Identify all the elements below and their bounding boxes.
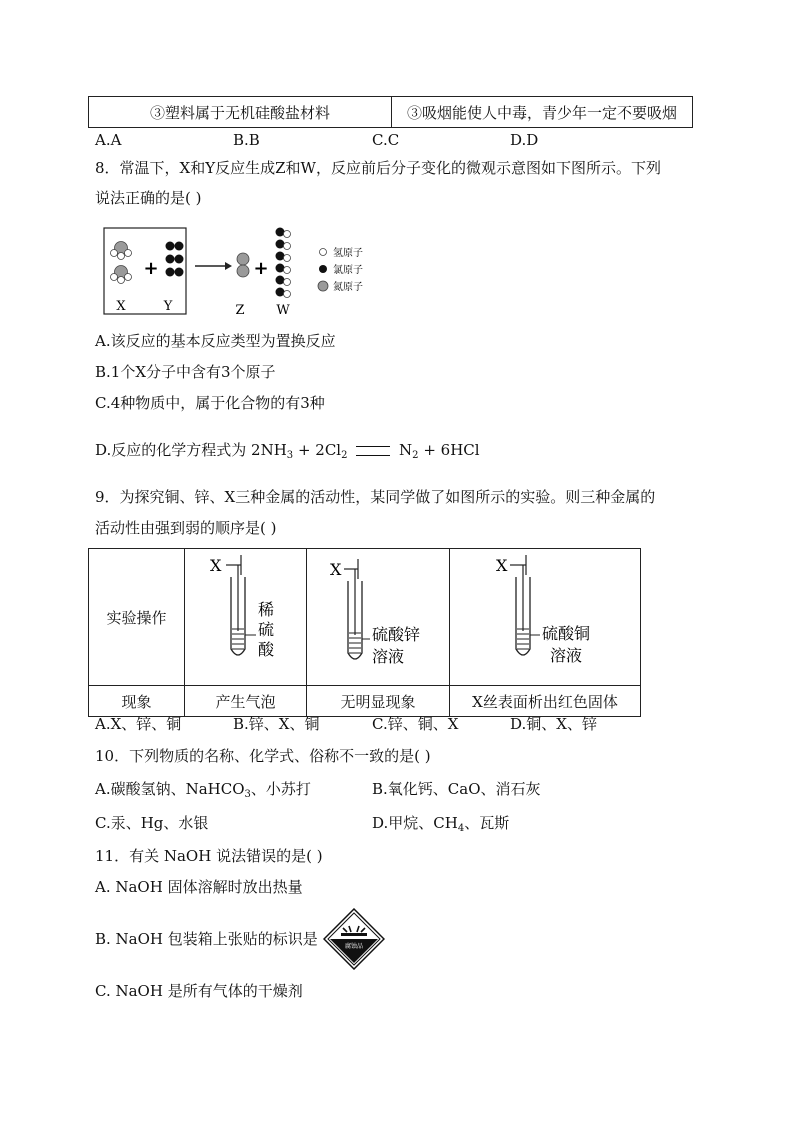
test-tube-icon (450, 549, 640, 681)
svg-text:+: + (253, 258, 269, 279)
eq-n: N (399, 441, 413, 459)
q10-c-name: C.汞、 (95, 814, 141, 832)
q10-option-c[interactable] (95, 813, 208, 833)
q10-d-name: D.甲烷、 (372, 814, 434, 832)
equals-sign (356, 446, 390, 456)
q10-option-b[interactable] (372, 779, 541, 799)
q10-b-name: B.氧化钙、 (372, 780, 448, 798)
wire-label-3: X (496, 556, 508, 575)
eq-nh: 2NH (251, 441, 287, 459)
q7-option-b[interactable]: B.B (233, 131, 260, 149)
q11-stem: 11．有关 NaOH 说法错误的是( ) (95, 847, 323, 865)
q8-option-a[interactable]: A.该反应的基本反应类型为置换反应 (95, 332, 336, 350)
wire-label-1: X (209, 556, 221, 575)
q8-stem-line2: 说法正确的是( ) (95, 189, 202, 207)
q9-experiment-table (88, 548, 641, 717)
q11-option-a[interactable]: A. NaOH 固体溶解时放出热量 (95, 878, 303, 896)
q9-header-operation: 实验操作 (89, 549, 185, 686)
sol3-line2: 溶液 (550, 646, 583, 665)
w-molecules (276, 228, 291, 298)
q7-cell-left: ③塑料属于无机硅酸盐材料 (89, 97, 392, 128)
q10-a-formula: NaHCO (185, 780, 245, 798)
legend-nitrogen: 氮原子 (333, 282, 363, 293)
corrosive-hazard-sign-icon (323, 908, 385, 970)
q8-stem-line1: 8．常温下，X和Y反应生成Z和W，反应前后分子变化的微观示意图如下图所示。下列 (95, 159, 661, 177)
label-z: Z (235, 303, 245, 318)
svg-text:+: + (143, 258, 159, 279)
q9-option-c[interactable]: C.锌、铜、X (372, 715, 459, 733)
legend (318, 246, 363, 293)
eq-sub-2a: 2 (341, 450, 348, 461)
q9-phenomenon-2: 无明显现象 (307, 686, 450, 717)
test-tube-icon (186, 549, 306, 681)
q10-d-sub: 4 (457, 823, 465, 834)
q10-c-formula: Hg (140, 814, 164, 832)
q9-exp-cell-2 (307, 549, 450, 686)
q8-equation (251, 440, 480, 466)
q10-option-a[interactable] (95, 779, 311, 805)
q7-table (88, 96, 693, 128)
wire-label-2: X (330, 560, 342, 579)
sol2-line2: 溶液 (372, 647, 405, 666)
eq-sub-3: 3 (286, 450, 294, 461)
q9-header-phenomenon: 现象 (89, 686, 185, 717)
y-molecules (166, 242, 184, 277)
label-w: W (276, 303, 290, 318)
sol1-line1: 稀 (257, 600, 274, 619)
q7-option-c[interactable]: C.C (372, 131, 400, 149)
q10-option-d[interactable] (372, 813, 509, 839)
q10-d-formula: CH (433, 814, 458, 832)
q8-option-d-text: D.反应的化学方程式为 (95, 441, 247, 459)
q11-option-c[interactable]: C. NaOH 是所有气体的干燥剂 (95, 982, 303, 1000)
q10-a-sub: 3 (244, 789, 251, 800)
q10-stem: 10．下列物质的名称、化学式、俗称不一致的是( ) (95, 747, 431, 765)
q9-option-d[interactable]: D.铜、X、锌 (510, 715, 597, 733)
q9-exp-cell-3 (450, 549, 641, 686)
q9-exp-cell-1 (185, 549, 307, 686)
sol3-line1: 硫酸铜 (542, 624, 591, 643)
q10-c-common: 、水银 (163, 814, 209, 832)
q9-stem-line2: 活动性由强到弱的顺序是( ) (95, 519, 277, 537)
eq-hcl: + 6HCl (418, 441, 480, 459)
q11-option-b[interactable]: B. NaOH 包装箱上张贴的标识是 (95, 930, 318, 948)
q7-option-d[interactable]: D.D (510, 131, 539, 149)
q7-cell-right: ③吸烟能使人中毒，青少年一定不要吸烟 (392, 97, 693, 128)
label-y: Y (163, 299, 173, 314)
x-molecule-2 (111, 266, 132, 284)
q8-option-d[interactable] (95, 440, 480, 466)
q10-b-formula: CaO (447, 780, 481, 798)
x-molecule-1 (111, 242, 132, 260)
legend-hydrogen: 氢原子 (333, 248, 363, 259)
q9-option-b[interactable]: B.锌、X、铜 (233, 715, 320, 733)
q10-d-common: 、瓦斯 (464, 814, 510, 832)
q9-phenomenon-1: 产生气泡 (185, 686, 307, 717)
legend-chlorine: 氯原子 (333, 265, 363, 276)
sign-text: 腐蚀品 (344, 943, 364, 950)
eq-sub-2b: 2 (412, 450, 419, 461)
sol1-line2: 硫 (257, 620, 274, 639)
q9-option-a[interactable]: A.X、锌、铜 (95, 715, 182, 733)
q8-molecule-diagram (95, 222, 385, 322)
test-tube-icon (308, 549, 448, 681)
q9-phenomenon-3: X丝表面析出红色固体 (450, 686, 641, 717)
z-molecule (237, 253, 249, 277)
sol1-line3: 酸 (257, 640, 274, 659)
q9-stem-line1: 9．为探究铜、锌、X三种金属的活动性，某同学做了如图所示的实验。则三种金属的 (95, 488, 656, 506)
q8-option-b[interactable]: B.1个X分子中含有3个原子 (95, 363, 276, 381)
q8-option-c[interactable]: C.4种物质中，属于化合物的有3种 (95, 394, 325, 412)
q10-a-common: 、小苏打 (250, 780, 311, 798)
sol2-line1: 硫酸锌 (372, 625, 421, 644)
q10-a-name: A.碳酸氢钠、 (95, 780, 186, 798)
q7-option-a[interactable]: A.A (95, 131, 122, 149)
label-x: X (116, 299, 126, 314)
q10-b-common: 、消石灰 (480, 780, 541, 798)
eq-cl: + 2Cl (293, 441, 342, 459)
